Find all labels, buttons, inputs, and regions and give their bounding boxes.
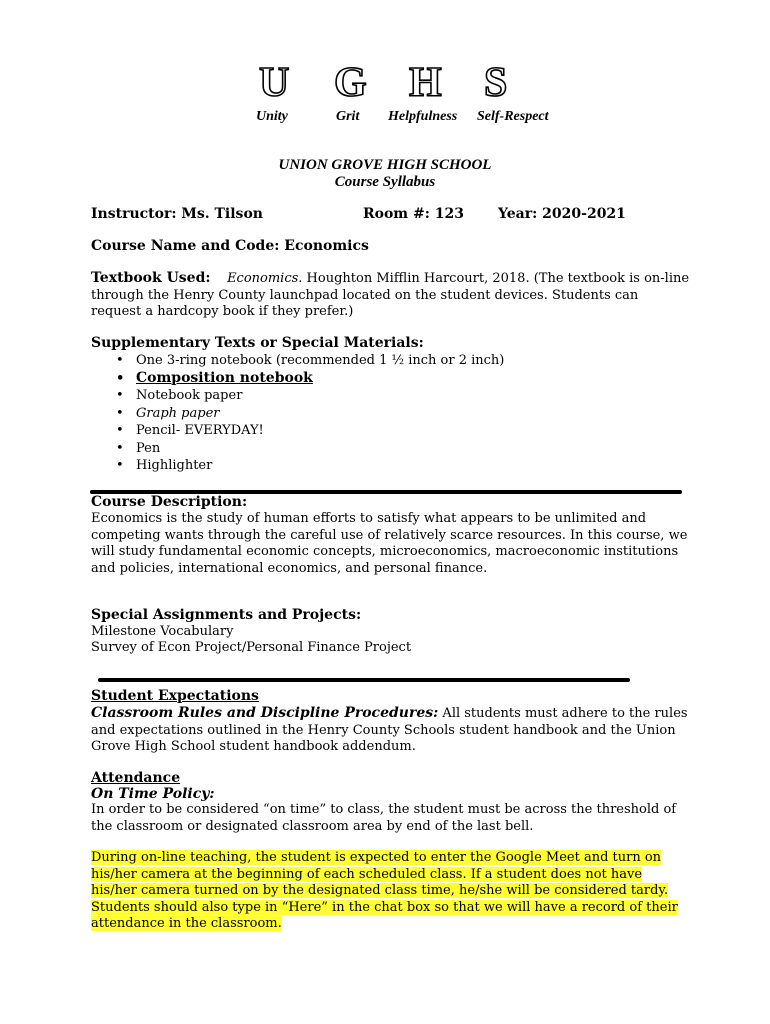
initial-h: H — [409, 60, 442, 106]
motto-self-respect: Self-Respect — [477, 109, 549, 124]
school-name: UNION GROVE HIGH SCHOOL — [278, 157, 492, 173]
list-item: • Pencil- EVERYDAY! — [91, 422, 691, 440]
online-attendance-text: During on-line teaching, the student is expected to enter the Google Meet and turn on his/her camera at the beginning of each scheduled class. If a student does not have his/her camera turned on by the designated class time, he/she will be considered tardy. Students should also type in “Here” in the chat box so that we will have a record of their attendance in the classroom. — [91, 850, 678, 931]
initial-u: U — [259, 60, 290, 106]
initial-g: G — [334, 60, 367, 106]
assignment-vocabulary: Milestone Vocabulary — [91, 624, 234, 639]
description-body: Economics is the study of human efforts to satisfy what appears to be unlimited and competing wants through the careful use of relatively scarce resources. In this course, we will study fundamental economic concepts, microeconomics, macroeconomic institutions and policies, international economics, and personal finance. — [91, 511, 688, 576]
instructor: Instructor: Ms. Tilson — [91, 206, 263, 222]
rules-body: All students must adhere to the rules and expectations outlined in the Henry County Schools student handbook and the Union Grove High School student handbook addendum. — [91, 706, 688, 754]
list-item: • Highlighter — [91, 457, 691, 475]
assignments-heading: Special Assignments and Projects: — [91, 607, 362, 623]
list-item: • Notebook paper — [91, 387, 691, 405]
list-item: • One 3-ring notebook (recommended 1 ½ inch or 2 inch) — [91, 352, 691, 370]
list-item: • Pen — [91, 440, 691, 458]
school-year: Year: 2020-2021 — [498, 206, 626, 222]
room-number: Room #: 123 — [363, 206, 464, 222]
motto-unity: Unity — [256, 109, 288, 124]
on-time-policy-body: In order to be considered “on time” to class, the student must be across the threshold of the classroom or designated classroom area by end of the last bell. — [91, 802, 677, 834]
supplementary-list — [91, 352, 691, 475]
course-name: Course Name and Code: Economics — [91, 238, 369, 254]
list-item: • Composition notebook — [91, 370, 691, 388]
motto-helpfulness: Helpfulness — [388, 109, 458, 124]
rules-label: Classroom Rules and Discipline Procedures: — [91, 705, 439, 721]
textbook-details: . Houghton Mifflin Harcourt, 2018. (The textbook is on-line through the Henry County launchpad located on the student devices. Students can request a hardcopy book if they prefer.) — [91, 271, 690, 319]
online-attendance-paragraph — [91, 850, 691, 933]
motto-grit: Grit — [336, 109, 360, 124]
expectations-heading: Student Expectations — [91, 688, 259, 704]
textbook-label: Textbook Used: — [91, 270, 211, 286]
textbook-paragraph — [91, 270, 691, 321]
initial-s: S — [484, 60, 508, 106]
rules-paragraph — [91, 705, 691, 756]
list-item: • Graph paper — [91, 405, 691, 423]
textbook-title: Economics — [227, 271, 299, 286]
attendance-heading: Attendance — [91, 770, 181, 786]
assignment-project: Survey of Econ Project/Personal Finance Project — [91, 640, 412, 655]
description-heading: Course Description: — [91, 494, 248, 510]
section-divider — [98, 678, 630, 682]
supplementary-heading: Supplementary Texts or Special Materials: — [91, 335, 424, 351]
document-title: Course Syllabus — [334, 174, 436, 190]
on-time-policy-heading: On Time Policy: — [91, 786, 215, 802]
